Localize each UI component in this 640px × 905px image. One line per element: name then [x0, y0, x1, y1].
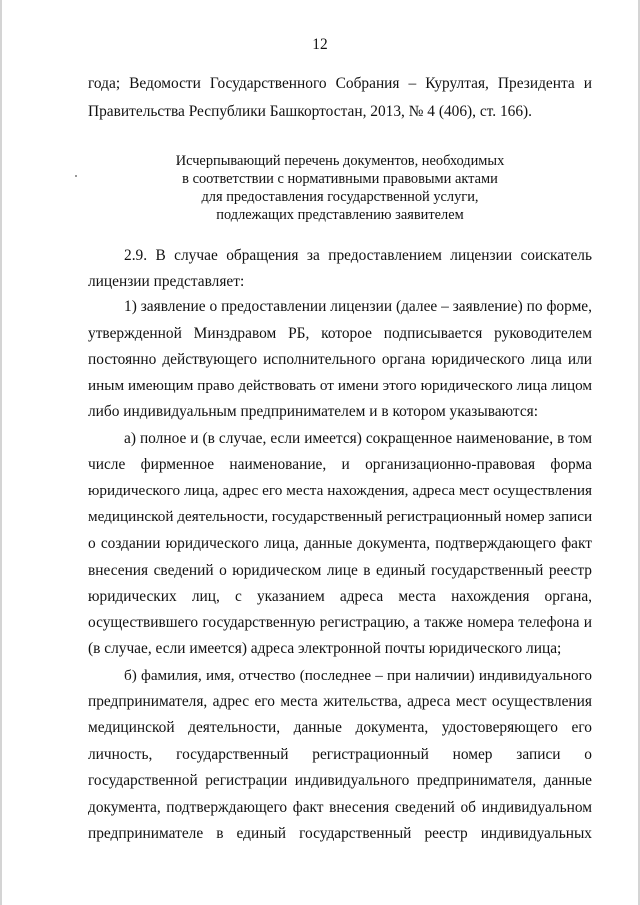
- section-heading-line: подлежащих представлению заявителем: [216, 207, 464, 223]
- intro-line: года; Ведомости Государственного Собрания – Курултая, Президента и: [88, 75, 592, 92]
- body-line: иным имеющим право действовать от имени этого юридического лица лицом: [88, 377, 592, 394]
- body-line: (в случае, если имеется) адреса электронной почты юридического лица;: [88, 640, 562, 657]
- body-line: юридических лиц, с указанием адреса места нахождения органа,: [88, 588, 592, 605]
- body-line: утвержденной Минздравом РБ, которое подписывается руководителем: [88, 325, 592, 342]
- section-heading-line: в соответствии с нормативными правовыми актами: [182, 171, 498, 187]
- body-line: медицинской деятельности, данные документа, удостоверяющего его: [88, 719, 592, 736]
- body-line: предпринимателя, адрес его места жительства, адреса мест осуществления: [88, 693, 592, 710]
- body-line: осуществившего государственную регистрацию, а также номера телефона и: [88, 614, 592, 631]
- body-line: юридического лица, адрес его места нахождения, адреса мест осуществления: [88, 482, 592, 499]
- body-line: числе фирменное наименование, и организационно-правовая форма: [88, 456, 592, 473]
- body-line: о создании юридического лица, данные документа, подтверждающего факт: [88, 535, 592, 552]
- body-line: лицензии представляет:: [88, 273, 245, 290]
- body-line: постоянно действующего исполнительного органа юридического лица или: [88, 351, 592, 368]
- intro-line: Правительства Республики Башкортостан, 2013, № 4 (406), ст. 166).: [88, 103, 533, 120]
- scan-edge-left: [0, 0, 2, 905]
- body-line: 2.9. В случае обращения за предоставлением лицензии соискатель: [124, 247, 592, 264]
- body-line: личность, государственный регистрационный номер записи о: [88, 746, 592, 763]
- body-line: а) полное и (в случае, если имеется) сокращенное наименование, в том: [124, 430, 592, 447]
- body-line: медицинской деятельности, государственный регистрационный номер записи: [88, 508, 592, 525]
- section-heading-line: Исчерпывающий перечень документов, необходимых: [175, 153, 505, 169]
- scan-speck: [75, 175, 77, 177]
- section-heading-line: для предоставления государственной услуги,: [201, 189, 479, 205]
- body-line: 1) заявление о предоставлении лицензии (далее – заявление) по форме,: [124, 298, 592, 315]
- page-number: 12: [312, 36, 328, 53]
- body-line: либо индивидуальным предпринимателем и в котором указываются:: [88, 403, 539, 420]
- body-line: государственной регистрации индивидуального предпринимателя, данные: [88, 772, 592, 789]
- body-line: б) фамилия, имя, отчество (последнее – при наличии) индивидуального: [124, 667, 592, 684]
- body-line: внесения сведений о юридическом лице в единый государственный реестр: [88, 562, 592, 579]
- body-line: предпринимателе в единый государственный реестр индивидуальных: [88, 825, 592, 842]
- body-line: документа, подтверждающего факт внесения сведений об индивидуальном: [88, 799, 592, 816]
